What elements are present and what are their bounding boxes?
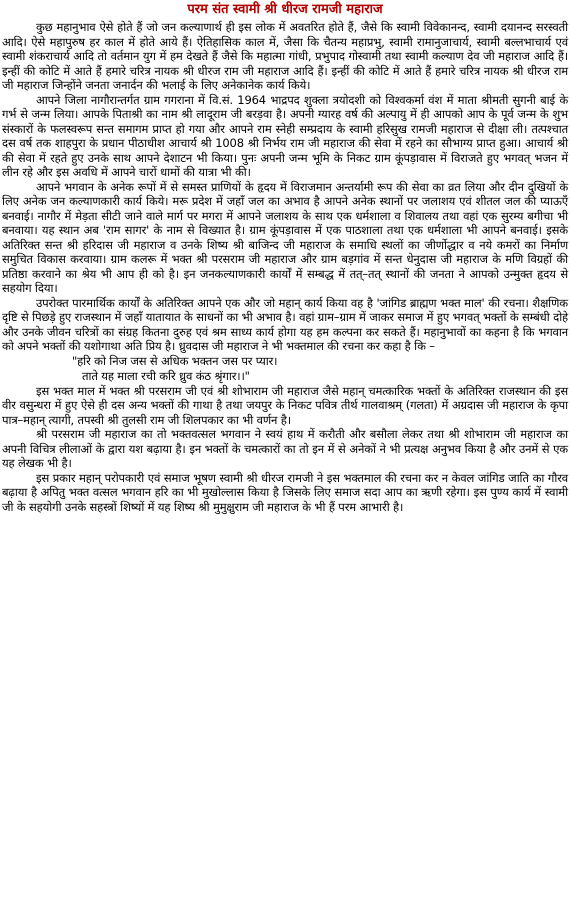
paragraph-miracles: श्री परसराम जी महाराज का तो भक्तवत्सल भगवान ने स्वयं हाथ में करौती और बसौला लेकर तथा श्री शोभाराम जी महाराज का अपनी विचित्र लीलाओं के द्वारा यश बढ़ाया है। इन भक्तों के चमत्कारों का तो इन में से अनेकों ने भी प्रत्यक्ष अनुभव किया है और उनमें से एक यह लेखक भी है। <box>2 427 568 470</box>
paragraph-bhaktmal: उपरोक्त पारमार्थिक कार्यों के अतिरिक्त आपने एक और जो महान् कार्य किया वह है 'जांगिड ब्राह्मण भक्त माल' की रचना। शैक्षणिक दृष्टि से पिछड़े हुए राजस्थान में जहाँ यातायात के साधनों का भी अभाव है। वहां ग्राम–ग्राम में जाकर समाज में हुए भगवत् भक्तों के सम्बंधी दोहे और उनके जीवन चरित्रों का संग्रह कितना दुरुह एवं श्रम साध्य कार्य होगा यह हम कल्पना कर सकते हैं। महानुभावों का कहना है कि भगवान को अपने भक्तों की यशोगाथा अति प्रिय है। ध्रुवदास जी महाराज ने भी भक्तमाल की रचना कर कहा है कि – <box>2 295 568 353</box>
paragraph-works: आपने भगवान के अनेक रूपों में से समस्त प्राणियों के हृदय में विराजमान अन्तर्यामी रूप की सेवा का व्रत लिया और दीन दुखियों के लिए अनेक जन कल्याणकारी कार्य किये। मरू प्रदेश में जहाँ जल का अभाव है आपने अनेक स्थानों पर जलाशय एवं शीतल जल की प्याऊएँ बनवाई। नागौर में मेड़ता सीटी जाने वाले मार्ग पर मगरा में आपने जलाशय के साथ एक धर्मशाला व शिवालय तथा वहां एक सुरम्य बगीचा भी बनवाया। यह स्थान अब 'राम सागर' के नाम से विख्यात है। ग्राम कूंपड़ावास में एक पाठशाला तथा एक धर्मशाला भी आपने बनवाई। इसके अतिरिक्त सन्त श्री हरिदास जी महाराज व उनके शिष्य श्री बाजिन्द जी महाराज के समाधि स्थलों का जीर्णोद्धार व नये कमरों का निर्माण समुचित विकास करवाया। ग्राम कलरू में भक्त श्री परसराम जी महाराज और ग्राम बड़गांव में सन्त धेनुदास जी महाराज के मणि विग्रहों की प्रतिष्ठा करवाने का श्रेय भी आप ही को है। इन जनकल्याणकारी कार्यों में सम्बद्ध में तत्–तत् स्थानों की जनता ने आपको उन्मुक्त हृदय से सहयोग दिया। <box>2 179 568 295</box>
paragraph-bhaktmal-contents: इस भक्त माल में भक्त श्री परसराम जी एवं श्री शोभाराम जी महाराज जैसे महान् चमत्कारिक भक्तों के अतिरिक्त राजस्थान की इस वीर वसुन्धरा में हुए ऐसे ही दस अन्य भक्तों की गाथा है तथा जयपुर के निकट पवित्र तीर्थ गालवाश्रम् (गलता) में अग्रदास जी महाराज के कृपा पात्र–महान् त्यागी, तपस्वी श्री तुलसी राम जी शिलपकार का भी वर्णन है। <box>2 383 568 427</box>
page-title: परम संत स्वामी श्री धीरज रामजी महाराज <box>187 2 383 17</box>
paragraph-conclusion: इस प्रकार महान् परोपकारी एवं समाज भूषण स्वामी श्री धीरज रामजी ने इस भक्तमाल की रचना कर न केवल जांगिड जाति का गौरव बढ़ाया है अपितु भक्त वत्सल भगवान हरि का भी मुखोल्लास किया है जिसके लिए समाज सदा आप का ऋणी रहेगा। इस पुण्य कार्य में स्वामी जी के सहयोगी उनके सहस्त्रों शिष्यों में यह शिष्य श्री मुमुक्षुराम जी महाराज के भी हैं परम आभारी है। <box>2 470 568 514</box>
paragraph-intro: कुछ महानुभाव ऐसे होते हैं जो जन कल्याणार्थ ही इस लोक में अवतरित होते हैं, जैसे कि स्वामी विवेकानन्द, स्वामी दयानन्द सरस्वती आदि। ऐसे महापुरुष हर काल में होते आये हैं। ऐतिहासिक काल में, जैसा कि चैतन्य महाप्रभु, स्वामी रामानुजाचार्य, स्वामी बल्लभाचार्य एवं स्वामी शंकराचार्य आदि तो वर्तमान युग में हम देखते हैं जैसे कि महात्मा गांधी, प्रभुपाद गोस्वामी तथा स्वामी कल्याण देव जी महाराज आदि हैं। इन्हीं की कोटि में आते हैं हमारे चरित्र नायक श्री धीरज राम जी महाराज आदि हैं। इन्हीं की कोटि में आते हैं हमारे चरित्र नायक श्री धीरज राम जी महाराज जिन्होंने जनता जनार्दन की भलाई के लिए अनेकानेक कार्य किये। <box>2 20 568 92</box>
couplet-line-1: "हरि को निज जस से अधिक भक्तन जस पर प्यार। <box>72 353 278 368</box>
couplet-line-2: ताते यह माला रची करि ध्रुव कंठ श्रृंगार।।" <box>82 368 250 383</box>
paragraph-birth: आपने जिला नागौरान्तर्गत ग्राम गगराना में वि.सं. 1964 भाद्रपद शुक्ला त्रयोदशी को विश्वकर्मा वंश में माता श्रीमती सुगनी बाई के गर्भ से जन्म लिया। आपके पिताश्री का नाम श्री लादूराम जी बरड़वा है। अपनी ग्यारह वर्ष की अल्पायु में ही आपको आप के पूर्व जन्म के शुभ संस्कारों के फलस्वरूप सन्त समागम प्राप्त हो गया और आपने राम स्नेही सम्प्रदाय के स्वामी हरिसुख रामजी महाराज से दीक्षा ली। तत्पश्चात दस वर्ष तक शाहपुरा के प्रधान पीठाधीश आचार्य श्री 1008 श्री निर्भय राम जी महाराज की सेवा में रहने का सौभाग्य प्राप्त हुआ। आचार्य श्री की सेवा में रहते हुए उनके साथ आपने देशाटन भी किया। पुनः अपनी जन्म भूमि के निकट ग्राम कूंपड़ावास में विराजते हुए भगवत् भजन में लीन रहे और इस अवधि में आपने चारों धामों की यात्रा भी की। <box>2 92 568 179</box>
